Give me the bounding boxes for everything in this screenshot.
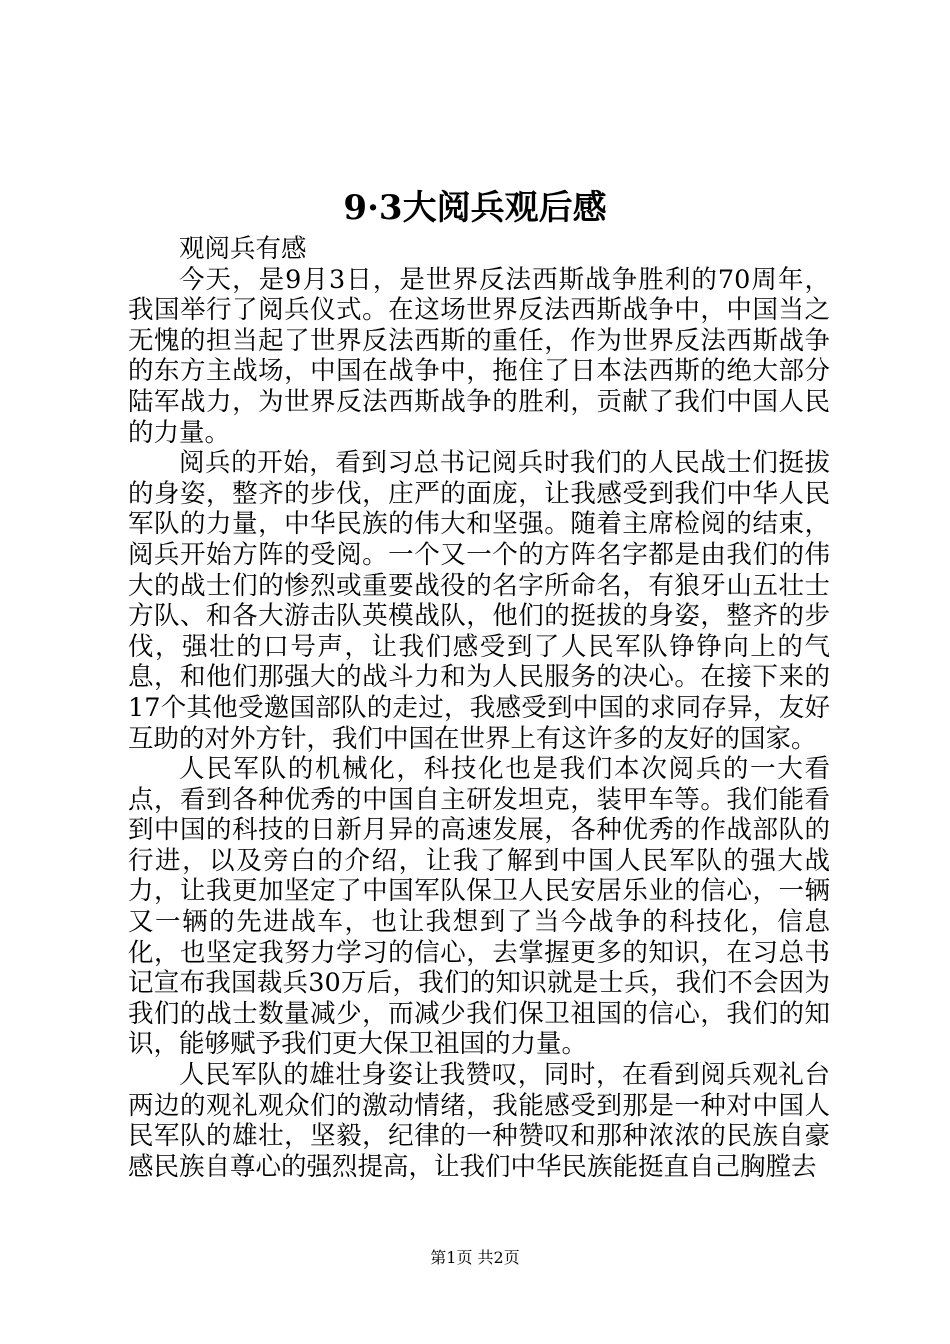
paragraph: 人民军队的雄壮身姿让我赞叹，同时，在看到阅兵观礼台两边的观礼观众们的激动情绪，我能感受到那是一种对中国人民军队的雄壮，坚毅，纪律的一种赞叹和那种浓浓的民族自豪感民族自尊心的强烈提高，让我们中华民族能挺直自己胸膛去 [128,1060,830,1182]
document-subtitle: 观阅兵有感 [179,234,307,264]
paragraph: 人民军队的机械化，科技化也是我们本次阅兵的一大看点，看到各种优秀的中国自主研发坦克，装甲车等。我们能看到中国的科技的日新月异的高速发展，各种优秀的作战部队的行进，以及旁白的介绍，让我了解到中国人民军队的强大战力，让我更加坚定了中国军队保卫人民安居乐业的信心，一辆又一辆的先进战车，也让我想到了当今战争的科技化，信息化，也坚定我努力学习的信心，去掌握更多的知识，在习总书记宣布我国裁兵30万后，我们的知识就是士兵，我们不会因为我们的战士数量减少，而减少我们保卫祖国的信心，我们的知识，能够赋予我们更大保卫祖国的力量。 [128,754,830,1060]
paragraph: 阅兵的开始，看到习总书记阅兵时我们的人民战士们挺拔的身姿，整齐的步伐，庄严的面庞，让我感受到我们中华人民军队的力量，中华民族的伟大和坚强。随着主席检阅的结束，阅兵开始方阵的受阅。一个又一个的方阵名字都是由我们的伟大的战士们的惨烈或重要战役的名字所命名，有狼牙山五壮士方队、和各大游击队英模战队，他们的挺拔的身姿，整齐的步伐，强壮的口号声，让我们感受到了人民军队铮铮向上的气息，和他们那强大的战斗力和为人民服务的决心。在接下来的17个其他受邀国部队的走过，我感受到中国的求同存异，友好互助的对外方针，我们中国在世界上有这许多的友好的国家。 [128,448,830,754]
page-number-footer: 第1页 共2页 [430,1248,520,1267]
document-body [128,234,830,1182]
document-title: 9·3大阅兵观后感 [343,188,607,228]
paragraph: 今天，是9月3日，是世界反法西斯战争胜利的70周年，我国举行了阅兵仪式。在这场世界反法西斯战争中，中国当之无愧的担当起了世界反法西斯的重任，作为世界反法西斯战争的东方主战场，中国在战争中，拖住了日本法西斯的绝大部分陆军战力，为世界反法西斯战争的胜利，贡献了我们中国人民的力量。 [128,264,830,448]
